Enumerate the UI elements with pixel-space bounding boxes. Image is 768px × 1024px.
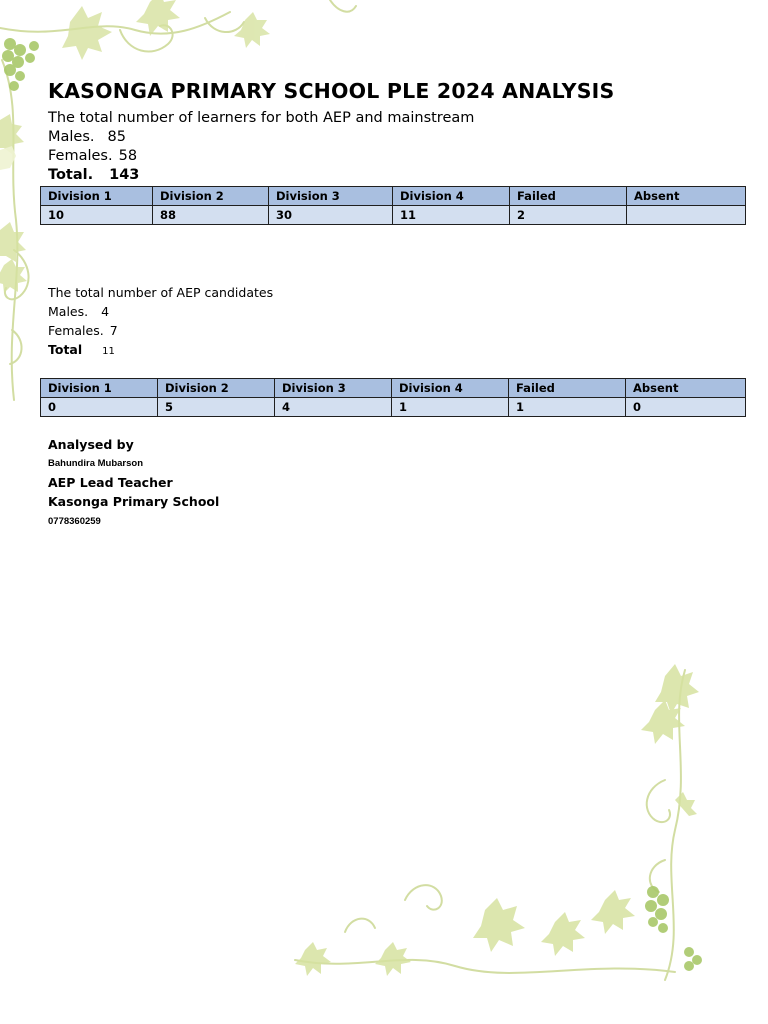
females-label: Females. [48,148,113,164]
all-learners-females [48,148,137,164]
analysed-by-label: Analysed by [48,437,134,452]
header-cell: Division 1 [41,187,153,206]
total-label: Total. [48,167,94,183]
males-label: Males. [48,304,89,319]
males-value: 4 [101,304,110,319]
value-cell: 4 [275,398,392,417]
value-cell: 5 [158,398,275,417]
all-learners-males [48,129,126,145]
aep-intro: The total number of AEP candidates [48,285,274,300]
total-value: 143 [109,167,140,183]
analyst-school: Kasonga Primary School [48,494,220,509]
value-cell: 2 [510,206,627,225]
value-cell: 1 [392,398,509,417]
value-cell: 10 [41,206,153,225]
total-value: 11 [102,346,115,357]
value-cell: 0 [41,398,158,417]
header-cell: Division 3 [275,379,392,398]
header-cell: Division 3 [269,187,393,206]
table-row [41,398,746,417]
males-label: Males. [48,129,95,145]
all-learners-intro: The total number of learners for both AEP and mainstream [48,110,475,126]
header-cell: Absent [627,187,746,206]
females-value: 58 [118,148,138,164]
document-title: KASONGA PRIMARY SCHOOL PLE 2024 ANALYSIS [48,79,615,103]
aep-males [48,304,109,319]
males-value: 85 [107,129,126,145]
table-row [41,206,746,225]
value-cell [627,206,746,225]
females-value: 7 [109,323,118,338]
header-cell: Division 4 [392,379,509,398]
header-cell: Division 1 [41,379,158,398]
total-label: Total [48,342,83,357]
value-cell: 0 [626,398,746,417]
table-header-row [41,379,746,398]
header-cell: Division 2 [153,187,269,206]
value-cell: 1 [509,398,626,417]
aep-females [48,323,118,338]
header-cell: Failed [510,187,627,206]
analyst-role: AEP Lead Teacher [48,475,173,490]
analyst-phone: 0778360259 [48,516,101,527]
analyst-name: Bahundira Mubarson [48,458,144,469]
all-learners-results-table [40,186,746,225]
females-label: Females. [48,323,104,338]
header-cell: Division 2 [158,379,275,398]
value-cell: 11 [393,206,510,225]
aep-results-table [40,378,746,417]
header-cell: Failed [509,379,626,398]
value-cell: 88 [153,206,269,225]
value-cell: 30 [269,206,393,225]
header-cell: Absent [626,379,746,398]
aep-total [48,342,115,357]
header-cell: Division 4 [393,187,510,206]
table-header-row [41,187,746,206]
all-learners-total [48,167,139,183]
